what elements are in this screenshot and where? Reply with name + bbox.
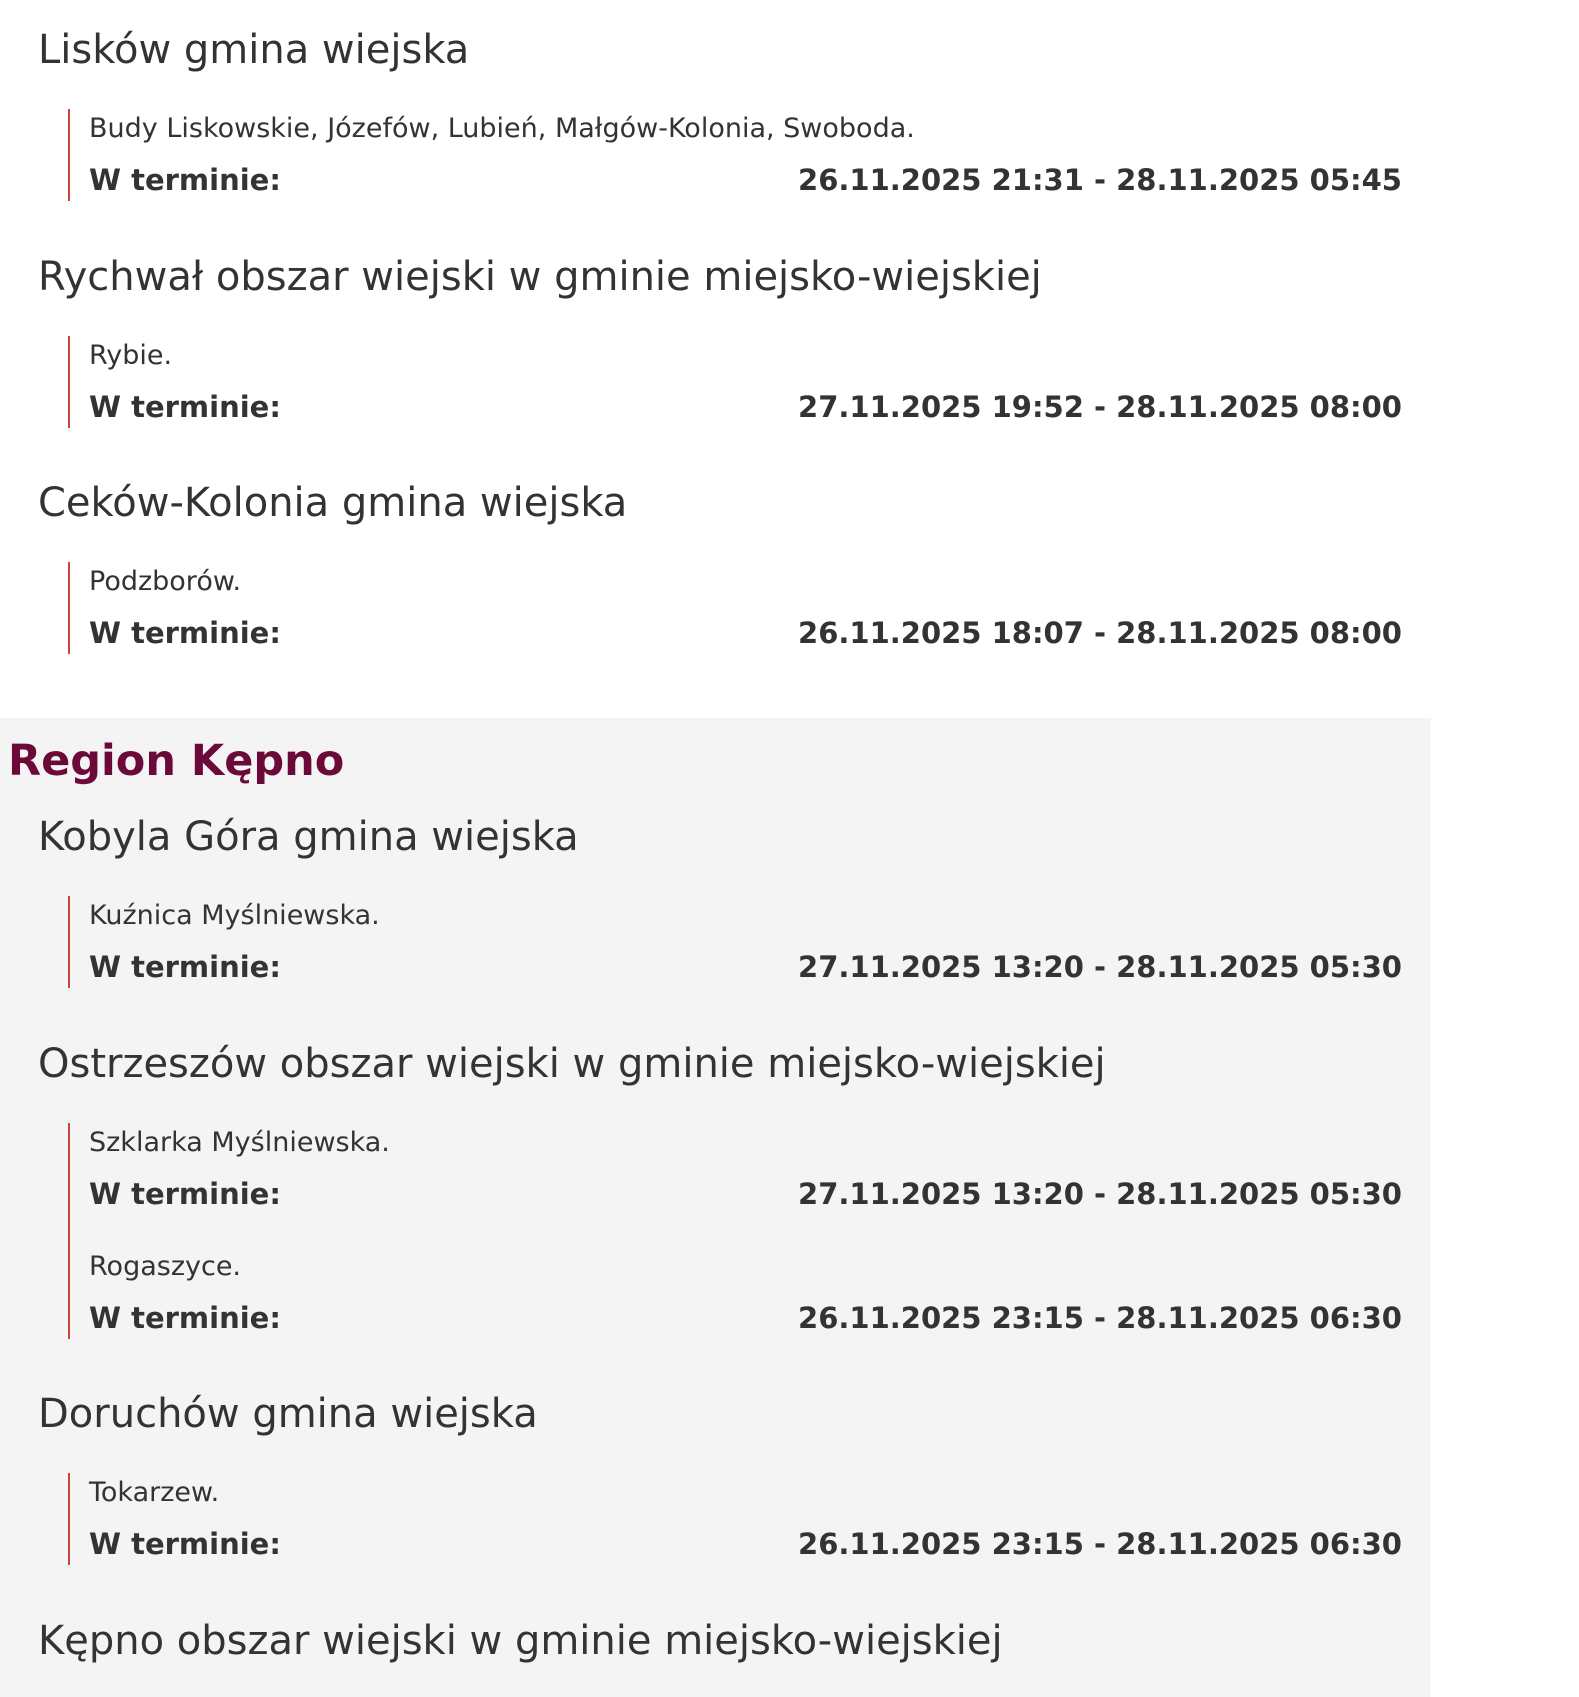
outage-entry <box>70 1473 1402 1563</box>
entry-group <box>68 1123 1402 1339</box>
gmina-title: Doruchów gmina wiejska <box>38 1391 538 1437</box>
term-value: 27.11.2025 13:20 - 28.11.2025 05:30 <box>798 950 1402 984</box>
villages-text: Podzborów. <box>89 566 242 597</box>
region-section <box>0 718 1431 1697</box>
term-label: W terminie: <box>89 1527 281 1561</box>
region-section <box>0 0 1431 718</box>
villages-text: Kuźnica Myślniewska. <box>89 900 380 931</box>
term-label: W terminie: <box>89 1177 281 1211</box>
term-value: 26.11.2025 23:15 - 28.11.2025 06:30 <box>798 1527 1402 1561</box>
outage-entry <box>70 109 1402 199</box>
villages-text: Rybie. <box>89 340 173 371</box>
gmina-title: Kępno obszar wiejski w gminie miejsko-wiejskiej <box>38 1618 1003 1664</box>
gmina-title: Ceków-Kolonia gmina wiejska <box>38 480 628 526</box>
villages-text: Szklarka Myślniewska. <box>89 1127 390 1158</box>
term-value: 26.11.2025 23:15 - 28.11.2025 06:30 <box>798 1301 1402 1335</box>
term-label: W terminie: <box>89 1301 281 1335</box>
entry-group <box>68 1473 1402 1565</box>
term-label: W terminie: <box>89 950 281 984</box>
term-value: 26.11.2025 21:31 - 28.11.2025 05:45 <box>798 163 1402 197</box>
term-label: W terminie: <box>89 616 281 650</box>
outage-entry <box>70 1123 1402 1213</box>
outage-entry <box>70 1247 1402 1337</box>
term-label: W terminie: <box>89 390 281 424</box>
gmina-title: Rychwał obszar wiejski w gminie miejsko-wiejskiej <box>38 254 1042 300</box>
region-title: Region Kępno <box>8 736 345 786</box>
entry-group <box>68 562 1402 654</box>
outage-entry <box>70 896 1402 986</box>
villages-text: Rogaszyce. <box>89 1251 242 1282</box>
gmina-title: Ostrzeszów obszar wiejski w gminie miejsko-wiejskiej <box>38 1041 1106 1087</box>
entry-group <box>68 896 1402 988</box>
entry-group <box>68 109 1402 201</box>
gmina-title: Kobyla Góra gmina wiejska <box>38 814 579 860</box>
term-label: W terminie: <box>89 163 281 197</box>
villages-text: Budy Liskowskie, Józefów, Lubień, Małgów-Kolonia, Swoboda. <box>89 113 915 144</box>
entry-group <box>68 336 1402 428</box>
term-value: 27.11.2025 13:20 - 28.11.2025 05:30 <box>798 1177 1402 1211</box>
gmina-title: Lisków gmina wiejska <box>38 27 470 73</box>
outage-entry <box>70 562 1402 652</box>
term-value: 26.11.2025 18:07 - 28.11.2025 08:00 <box>798 616 1402 650</box>
villages-text: Tokarzew. <box>89 1477 220 1508</box>
outage-entry <box>70 336 1402 426</box>
term-value: 27.11.2025 19:52 - 28.11.2025 08:00 <box>798 390 1402 424</box>
